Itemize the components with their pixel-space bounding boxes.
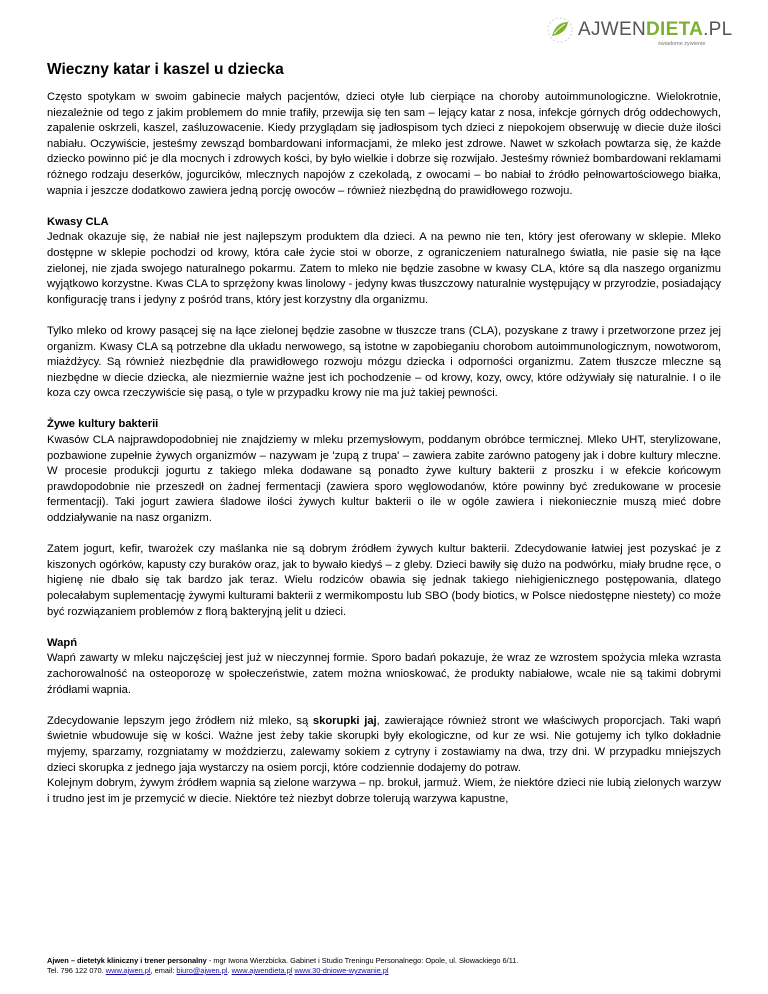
spacer	[47, 402, 721, 418]
bakterie-paragraph-1: Kwasów CLA najprawdopodobniej nie znajdziemy w mleku przemysłowym, poddanym obróbce termicznej. Mleko UHT, sterylizowane, pozbawione zupełnie żywych organizmów – nazywam je 'zupą z trupa' – zawiera zabite zarówno patogeny jak i dobre kultury mleczne. W procesie produkcji jogurtu z takiego mleka dodawane są ponadto żywe kultury bakterii z proszku i w efekcie końcowym prawdopodobnie nie przeszedł on żadnej fermentacji (zawiera sporo węglowodanów, które powinny być zredukowane w procesie fermentacji). Taki jogurt zawiera śladowe ilości żywych kultur bakterii o ile w ogóle zawiera i niekoniecznie muszą mieć dobre oddziaływanie na nasz organizm.	[47, 434, 721, 525]
wapn-paragraph-2	[47, 714, 721, 776]
spacer	[47, 620, 721, 636]
intro-paragraph: Często spotykam w swoim gabinecie małych pacjentów, dzieci otyłe lub cierpiące na choroby autoimmunologiczne. Wielokrotnie, niezależnie od tego z jakim problemem do mnie trafiły, przewija się ten sam – lejący katar z nosa, infekcje górnych dróg oddechowych, zapalenie oskrzeli, kaszel, zaśluzowacenie. Kiedy przyglądam się jadłospisom tych dzieci z niepokojem obserwuję w diecie duże ilości nabiału. Oczywiście, jesteśmy zewsząd bombardowani informacjami, że mleko jest zdrowe. Nawet w szkołach powtarza się, że każde dziecko powinno pić je dla mocnych i zdrowych kości, by było wielkie i dobrze się rozwijało. Jesteśmy również bombardowani reklamami różnego rodzaju deserków, jogurcików, mlecznych napojów z czekoladą, z owocami – bo nabiał to źródło pełnowartościowego białka, wapnia i jeszcze dodatkowo zawiera jedną porcję owoców – również niezbędną do prawidłowego rozwoju.	[47, 91, 722, 197]
section-heading-cla: Kwasy CLA	[47, 215, 109, 228]
cla-paragraph-2: Tylko mleko od krowy pasącej się na łące zielonej będzie zasobne w tłuszcze trans (CLA), pozyskane z trawy i przetworzone przez jej organizm. Kwasy CLA są potrzebne dla układu nerwowego, są istotne w zapobieganiu chorobom autoimmunologicznym, nowotworom, miażdżycy. Są również niezbędnie dla prawidłowego rozwoju mózgu dziecka i odporności organizmu. Zatem tłuszcze mleczne są niezbędne w diecie dziecka, ale niezmiernie ważne jest ich pochodzenie – od krowy, kozy, owcy, które odżywiały się naturalnie. I o ile koza czy owca rzeczywiście się pasą, o tyle w przypadku krowy nie ma już takiej pewności.	[47, 324, 721, 400]
logo-part-pl: .PL	[703, 19, 733, 40]
wapn-p2-before: Zdecydowanie lepszym jego źródłem niż mleko, są	[47, 714, 313, 727]
wapn-p2-after: , zawierające również stront we właściwych proporcjach. Taki wapń świetnie wbudowuje się w kości. Ważne jest żeby takie skorupki były ekologiczne, od kur ze wsi. Nie gotujemy ich tylko dokładnie myjemy, sparzamy, rozgniatamy w moździerzu, zalewamy sokiem z cytryny i zostawiamy na dwa, trzy dni. W przypadku mniejszych dzieci skorupka z jednego jaja wystarczy na osiem porcji, które codziennie dodajemy do potraw.	[47, 714, 722, 774]
logo-part-ajwen: AJWEN	[578, 19, 646, 40]
footer-link-wyzwanie[interactable]: www.30-dniowe-wyzwanie.pl	[294, 966, 389, 975]
page-footer	[47, 956, 721, 976]
footer-tel: Tel. 796 122 070.	[47, 966, 106, 975]
footer-company: Ajwen – dietetyk kliniczny i trener personalny	[47, 956, 207, 965]
brand-logo	[546, 14, 756, 50]
spacer	[47, 308, 721, 324]
footer-link-email[interactable]: biuro@ajwen.pl	[176, 966, 228, 975]
footer-line-2	[47, 966, 721, 976]
footer-email-label: , email:	[150, 966, 177, 975]
wapn-p2-bold: skorupki jaj	[312, 714, 377, 727]
spacer	[47, 527, 721, 543]
spacer	[47, 199, 721, 215]
footer-address: - mgr Iwona Wierzbicka. Gabinet i Studio Treningu Personalnego: Opole, ul. Słowackiego 6/11.	[206, 956, 519, 965]
cla-paragraph-1: Jednak okazuje się, że nabiał nie jest najlepszym produktem dla dzieci. A na pewno nie ten, który jest oferowany w sklepie. Mleko dostępne w sklepie pochodzi od krowy, która całe życie stoi w oborze, z ograniczeniem naturalnego światła, nie pasie się na łące zielonej, nie zjada swojego naturalnego pokarmu. Zatem to mleko nie będzie zasobne w kwasy CLA, które są dla naszego organizmu wyjątkowo korzystne. Kwas CLA to sprzężony kwas linolowy - jedyny kwas tłuszczowy naturalnie występujący w przyrodzie, posiadający konfigurację trans i jedyny z pośród trans, który jest korzystny dla organizmu.	[47, 231, 722, 306]
wapn-paragraph-3: Kolejnym dobrym, żywym źródłem wapnia są zielone warzywa – np. brokuł, jarmuż. Wiem, że niektóre dzieci nie lubią zielonych warzyw i trudno jest im je przemycić w diecie. Niektóre też niezbyt dobrze tolerują warzywa kapustne,	[47, 777, 721, 805]
article-title: Wieczny katar i kaszel u dziecka	[47, 61, 284, 78]
section-heading-bakterie: Żywe kultury bakterii	[47, 418, 159, 431]
section-heading-wapn: Wapń	[47, 636, 78, 649]
footer-link-ajwendieta[interactable]: www.ajwendieta.pl	[231, 966, 293, 975]
article	[47, 60, 721, 807]
bakterie-paragraph-2: Zatem jogurt, kefir, twarożek czy maślanka nie są dobrym źródłem żywych kultur bakterii. Zdecydowanie łatwiej jest pozyskać je z kiszonych ogórków, kapusty czy buraków oraz, jak to bywało kiedyś – z gleby. Dzieci bawiły się dużo na podwórku, miały brudne ręce, o higienę nie dbało się tak bardzo jak teraz. Wielu rodziców obawia się jednak takiego niehigienicznego postępowania, dlatego polecałabym suplementację żywymi kulturami bakterii z wermikompostu lub SBO (body biotics, w Polsce niedostępne niestety) co może być rozwiązaniem problemów z florą bakteryjną jelit u dzieci.	[47, 543, 721, 618]
logo-part-dieta: DIETA	[646, 19, 704, 40]
logo-wordmark	[578, 19, 733, 41]
footer-link-ajwen[interactable]: www.ajwen.pl	[105, 966, 151, 975]
footer-sep: .	[227, 966, 232, 975]
wapn-paragraph-1: Wapń zawarty w mleku najczęściej jest już w nieczynnej formie. Sporo badań pokazuje, że wraz ze wzrostem spożycia mleka wzrasta zachorowalność na osteoporozę w społeczeństwie, zatem można wnioskować, że produkty nabiałowe, wcale nie są takimi dobrymi źródłami wapnia.	[47, 652, 721, 696]
leaf-logo-icon	[546, 16, 574, 44]
footer-line-1	[47, 956, 721, 966]
spacer	[47, 698, 721, 714]
logo-tagline: świadome żywienie	[658, 41, 706, 47]
